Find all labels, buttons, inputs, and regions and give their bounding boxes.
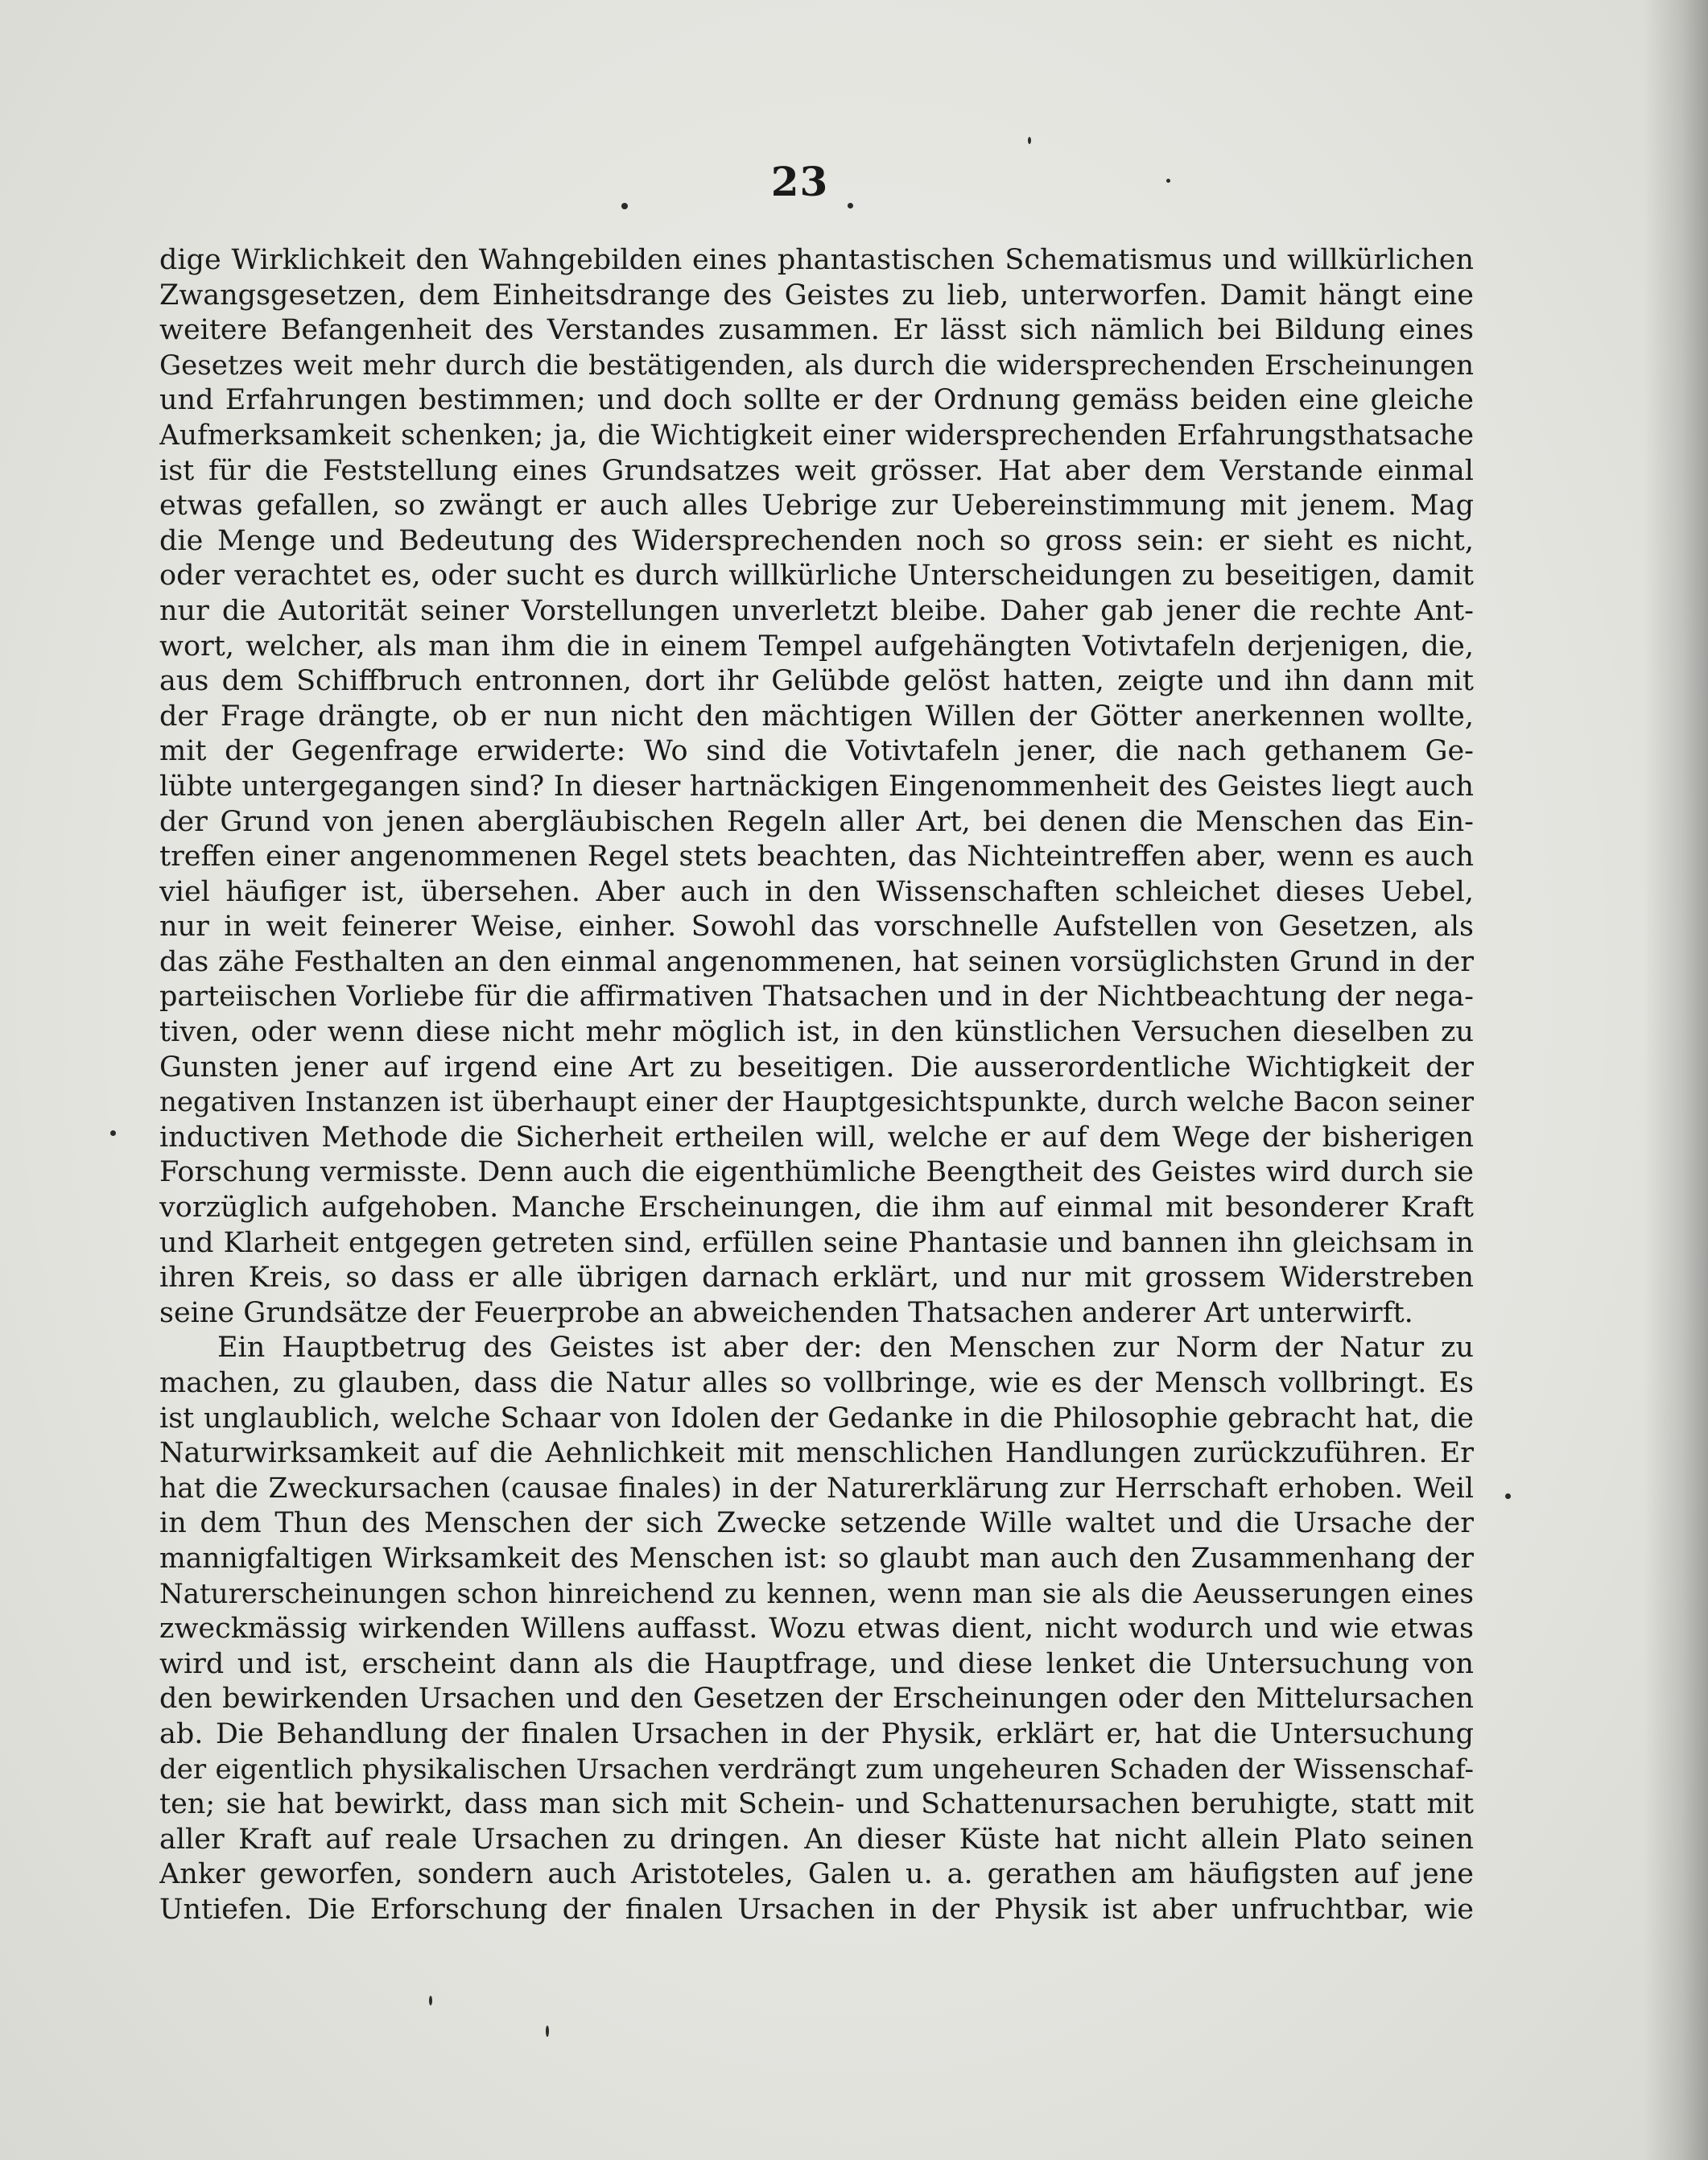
text-line: nur die Autorität seiner Vorstellungen unverletzt bleibe. Daher gab jener die rechte Ant- xyxy=(159,594,1474,627)
paragraph-start-line: Ein Hauptbetrug des Geistes ist aber der: den Menschen zur Norm der Natur zu xyxy=(217,1332,1474,1365)
text-line: etwas gefallen, so zwängt er auch alles Uebrige zur Uebereinstimmung mit jenem. Mag xyxy=(159,489,1474,522)
text-line: Gunsten jener auf irgend eine Art zu beseitigen. Die ausserordentliche Wichtigkeit der xyxy=(159,1051,1474,1084)
text-line: nur in weit feinerer Weise, einher. Sowohl das vorschnelle Aufstellen von Gesetzen, als xyxy=(159,911,1474,944)
text-line: und Klarheit entgegen getreten sind, erfüllen seine Phantasie und bannen ihn gleichsam in xyxy=(159,1226,1474,1259)
text-line: weitere Befangenheit des Verstandes zusammen. Er lässt sich nämlich bei Bildung eines xyxy=(159,314,1474,347)
text-line: mit der Gegenfrage erwiderte: Wo sind die Votivtafeln jener, die nach gethanem Ge- xyxy=(159,735,1474,768)
text-line: mannigfaltigen Wirksamkeit des Menschen ist: so glaubt man auch den Zusammenhang der xyxy=(159,1542,1474,1575)
scan-speck xyxy=(546,2026,549,2037)
text-line: ab. Die Behandlung der finalen Ursachen in der Physik, erklärt er, hat die Untersuchung xyxy=(159,1717,1474,1750)
text-line: der eigentlich physikalischen Ursachen verdrängt zum ungeheuren Schaden der Wissenschaf- xyxy=(159,1753,1474,1786)
text-line: den bewirkenden Ursachen und den Gesetzen der Erscheinungen oder den Mittelursachen xyxy=(159,1683,1474,1716)
text-line: negativen Instanzen ist überhaupt einer der Hauptgesichtspunkte, durch welche Bacon seiner xyxy=(159,1086,1474,1119)
page-number: 23 xyxy=(770,158,829,205)
text-line: machen, zu glauben, dass die Natur alles so vollbringe, wie es der Mensch vollbringt. Es xyxy=(159,1367,1474,1399)
text-line: Gesetzes weit mehr durch die bestätigenden, als durch die widersprechenden Erscheinungen xyxy=(159,349,1474,382)
scan-speck xyxy=(429,1996,432,2005)
text-line: ten; sie hat bewirkt, dass man sich mit Schein- und Schattenursachen beruhigte, statt mit xyxy=(159,1788,1474,1821)
text-line: viel häufiger ist, übersehen. Aber auch in den Wissenschaften schleichet dieses Uebel, xyxy=(159,875,1474,908)
scan-speck xyxy=(621,203,628,209)
text-line: ist für die Feststellung eines Grundsatzes weit grösser. Hat aber dem Verstande einmal xyxy=(159,454,1474,487)
text-line: in dem Thun des Menschen der sich Zwecke setzende Wille waltet und die Ursache der xyxy=(159,1507,1474,1540)
text-line: der Frage drängte, ob er nun nicht den mächtigen Willen der Götter anerkennen wollte, xyxy=(159,700,1474,733)
text-line: wort, welcher, als man ihm die in einem Tempel aufgehängten Votivtafeln derjenigen, die, xyxy=(159,630,1474,663)
text-line: Naturwirksamkeit auf die Aehnlichkeit mit menschlichen Handlungen zurückzuführen. Er xyxy=(159,1437,1474,1470)
scan-speck xyxy=(1028,137,1031,144)
text-line: inductiven Methode die Sicherheit ertheilen will, welche er auf dem Wege der bisherigen xyxy=(159,1121,1474,1154)
text-line: Aufmerksamkeit schenken; ja, die Wichtigkeit einer widersprechenden Erfahrungsthatsache xyxy=(159,419,1474,452)
scan-speck xyxy=(110,1130,116,1136)
text-line: aller Kraft auf reale Ursachen zu dringen. An dieser Küste hat nicht allein Plato seinen xyxy=(159,1823,1474,1856)
text-line: die Menge und Bedeutung des Widersprechenden noch so gross sein: er sieht es nicht, xyxy=(159,524,1474,557)
text-line: tiven, oder wenn diese nicht mehr möglich ist, in den künstlichen Versuchen dieselben zu xyxy=(159,1016,1474,1049)
text-line: das zähe Festhalten an den einmal angenommenen, hat seinen vorsüglichsten Grund in der xyxy=(159,945,1474,978)
scan-speck xyxy=(848,203,853,209)
text-line: Zwangsgesetzen, dem Einheitsdrange des Geistes zu lieb, unterworfen. Damit hängt eine xyxy=(159,279,1474,312)
text-line: Forschung vermisste. Denn auch die eigenthümliche Beengtheit des Geistes wird durch sie xyxy=(159,1156,1474,1189)
text-line: und Erfahrungen bestimmen; und doch sollte er der Ordnung gemäss beiden eine gleiche xyxy=(159,384,1474,417)
scan-speck xyxy=(1505,1493,1511,1499)
text-line: oder verachtet es, oder sucht es durch willkürliche Unterscheidungen zu beseitigen, damit xyxy=(159,560,1474,593)
scan-speck xyxy=(1166,179,1170,183)
text-line: ihren Kreis, so dass er alle übrigen darnach erklärt, und nur mit grossem Widerstreben xyxy=(159,1262,1474,1295)
text-line: Anker geworfen, sondern auch Aristoteles, Galen u. a. gerathen am häufigsten auf jene xyxy=(159,1858,1474,1891)
text-line: parteiischen Vorliebe für die affirmativen Thatsachen und in der Nichtbeachtung der nega- xyxy=(159,981,1474,1014)
text-line: wird und ist, erscheint dann als die Hauptfrage, und diese lenket die Untersuchung von xyxy=(159,1647,1474,1680)
text-line: zweckmässig wirkenden Willens auffasst. Wozu etwas dient, nicht wodurch und wie etwas xyxy=(159,1613,1474,1646)
paragraph-end-line: seine Grundsätze der Feuerprobe an abweichenden Thatsachen anderer Art unterwirft. xyxy=(159,1296,1413,1329)
text-line: dige Wirklichkeit den Wahngebilden eines phantastischen Schematismus und willkürlichen xyxy=(159,244,1474,276)
text-line: lübte untergegangen sind? In dieser hartnäckigen Eingenommenheit des Geistes liegt auch xyxy=(159,770,1474,803)
text-line: treffen einer angenommenen Regel stets beachten, das Nichteintreffen aber, wenn es auch xyxy=(159,840,1474,873)
text-line: der Grund von jenen abergläubischen Regeln aller Art, bei denen die Menschen das Ein- xyxy=(159,805,1474,838)
text-line: Untiefen. Die Erforschung der finalen Ursachen in der Physik ist aber unfruchtbar, wie xyxy=(159,1893,1474,1926)
page-edge-shadow xyxy=(1644,0,1708,2160)
body-text xyxy=(159,243,1474,1928)
text-line: hat die Zweckursachen (causae finales) in der Naturerklärung zur Herrschaft erhoben. Weil xyxy=(159,1472,1474,1505)
text-line: Naturerscheinungen schon hinreichend zu kennen, wenn man sie als die Aeusserungen eines xyxy=(159,1577,1474,1610)
text-line: vorzüglich aufgehoben. Manche Erscheinungen, die ihm auf einmal mit besonderer Kraft xyxy=(159,1192,1474,1225)
text-line: ist unglaublich, welche Schaar von Idolen der Gedanke in die Philosophie gebracht hat, die xyxy=(159,1402,1474,1435)
text-line: aus dem Schiffbruch entronnen, dort ihr Gelübde gelöst hatten, zeigte und ihn dann mit xyxy=(159,665,1474,698)
